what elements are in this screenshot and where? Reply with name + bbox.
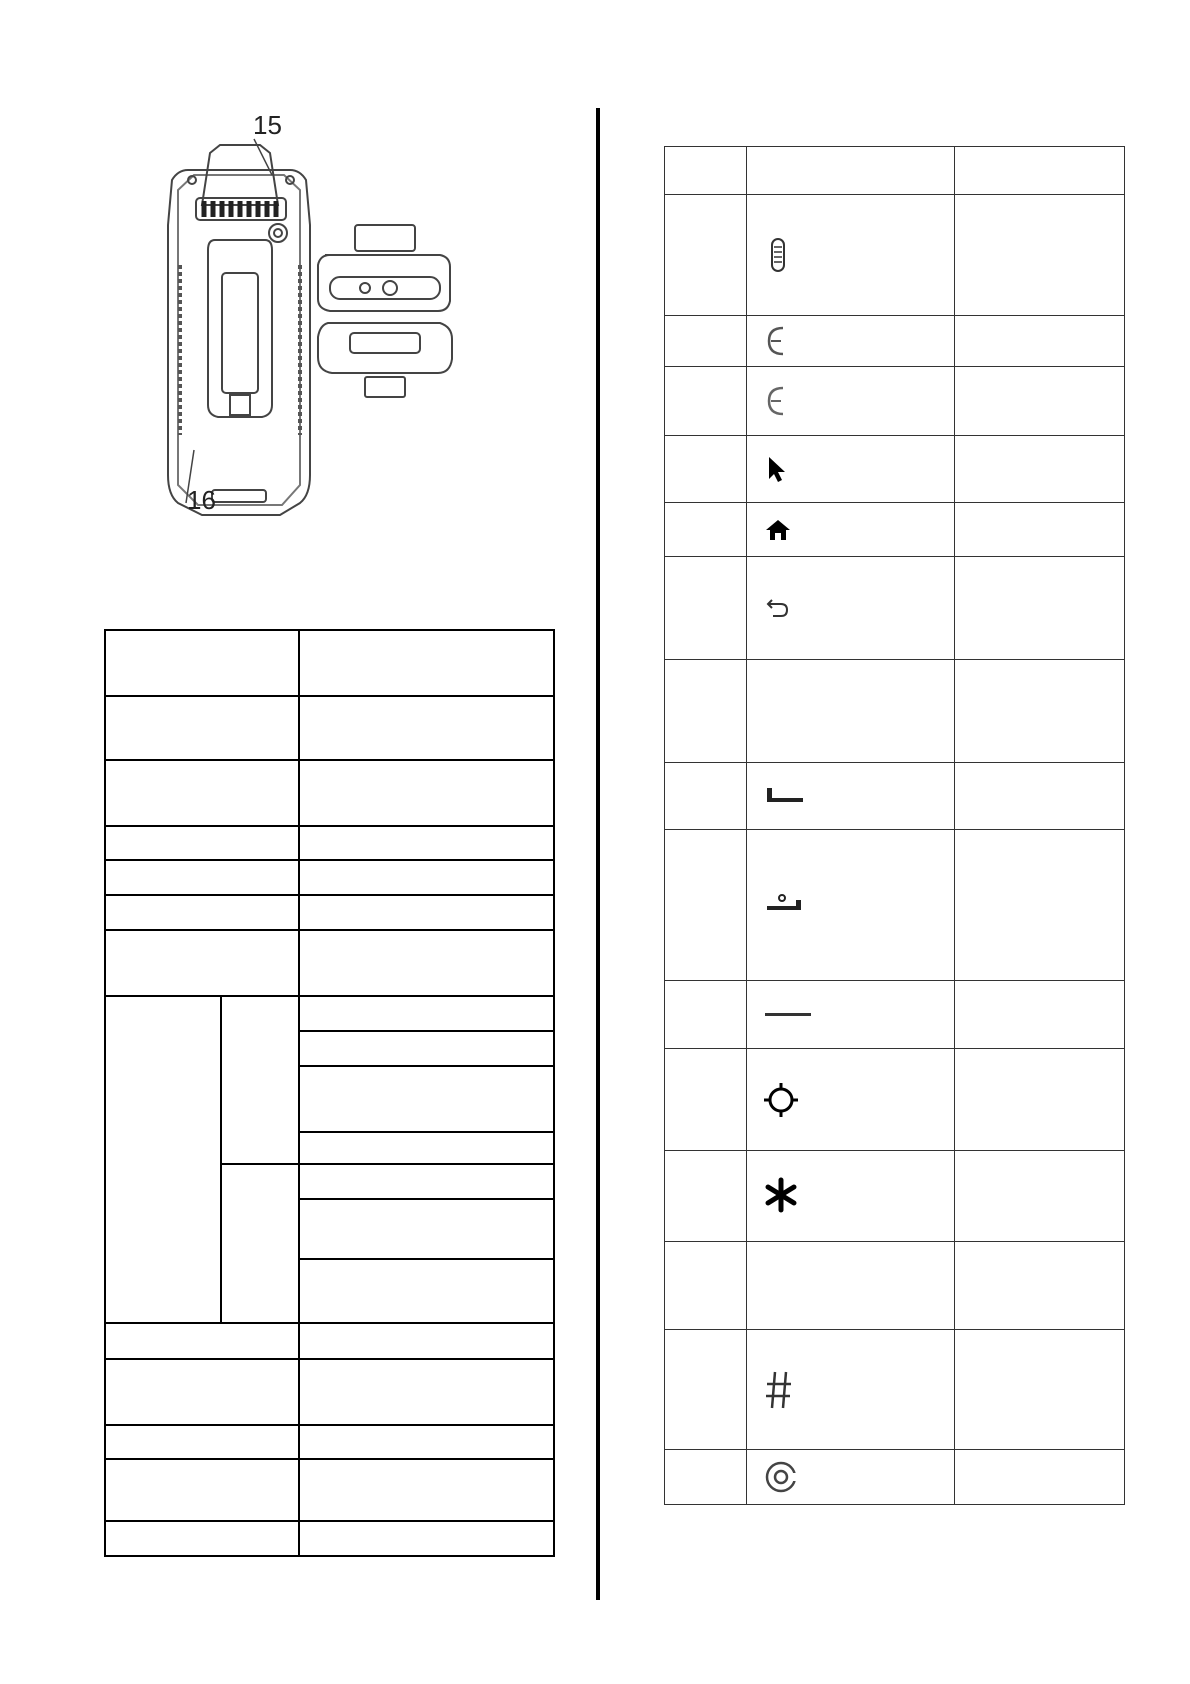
slider-grip-icon bbox=[763, 235, 793, 275]
table-cell bbox=[665, 763, 747, 830]
table-cell bbox=[665, 1242, 747, 1330]
table-cell bbox=[299, 930, 554, 996]
table-row bbox=[665, 147, 1125, 195]
table-cell bbox=[955, 557, 1125, 660]
table-row bbox=[665, 557, 1125, 660]
table-cell bbox=[665, 367, 747, 436]
table-row bbox=[665, 763, 1125, 830]
table-row bbox=[665, 503, 1125, 557]
table-cell bbox=[747, 660, 955, 763]
table-row bbox=[105, 930, 554, 996]
table-cell bbox=[665, 1049, 747, 1151]
table-cell bbox=[105, 860, 299, 895]
table-cell bbox=[955, 316, 1125, 367]
column-divider bbox=[596, 108, 600, 1600]
side-key-icon bbox=[763, 325, 793, 357]
table-cell bbox=[747, 1450, 955, 1505]
device-figure bbox=[150, 105, 530, 525]
table-row bbox=[665, 1242, 1125, 1330]
table-cell bbox=[955, 367, 1125, 436]
table-cell bbox=[955, 763, 1125, 830]
table-cell bbox=[955, 436, 1125, 503]
table-cell bbox=[665, 557, 747, 660]
table-row bbox=[665, 1049, 1125, 1151]
table-row bbox=[105, 1425, 554, 1459]
table-row bbox=[105, 1359, 554, 1425]
table-cell bbox=[299, 1323, 554, 1359]
table-row bbox=[665, 981, 1125, 1049]
table-cell bbox=[105, 630, 299, 696]
table-cell bbox=[955, 195, 1125, 316]
table-row bbox=[105, 1459, 554, 1521]
table-cell bbox=[665, 1450, 747, 1505]
table-row bbox=[105, 760, 554, 826]
table-cell bbox=[955, 1049, 1125, 1151]
table-row bbox=[105, 696, 554, 760]
table-cell bbox=[221, 1164, 299, 1323]
table-cell bbox=[105, 1459, 299, 1521]
table-row bbox=[105, 996, 554, 1031]
table-cell bbox=[299, 696, 554, 760]
device-back-drawing bbox=[150, 105, 530, 525]
table-cell bbox=[105, 1323, 299, 1359]
callout-16: 16 bbox=[187, 485, 216, 515]
table-cell bbox=[747, 1151, 955, 1242]
minus-key-icon bbox=[763, 1008, 813, 1022]
table-cell bbox=[105, 1521, 299, 1556]
table-cell bbox=[299, 826, 554, 860]
table-cell bbox=[105, 760, 299, 826]
back-icon bbox=[763, 595, 793, 621]
table-row bbox=[105, 895, 554, 930]
table-cell bbox=[299, 1199, 554, 1259]
table-cell bbox=[955, 660, 1125, 763]
table-row bbox=[105, 1521, 554, 1556]
table-row bbox=[105, 826, 554, 860]
callout-15: 15 bbox=[253, 110, 282, 140]
table-cell bbox=[747, 1049, 955, 1151]
key-table bbox=[664, 146, 1125, 1505]
table-cell bbox=[299, 1031, 554, 1066]
table-cell bbox=[105, 930, 299, 996]
table-cell bbox=[955, 1151, 1125, 1242]
table-row bbox=[665, 1450, 1125, 1505]
table-cell bbox=[665, 830, 747, 981]
table-cell bbox=[747, 1242, 955, 1330]
table-cell bbox=[665, 660, 747, 763]
table-cell bbox=[747, 316, 955, 367]
table-cell bbox=[299, 1066, 554, 1132]
table-cell bbox=[955, 1450, 1125, 1505]
table-cell bbox=[747, 436, 955, 503]
table-cell bbox=[299, 895, 554, 930]
pointer-arrow-icon bbox=[763, 453, 793, 485]
table-cell bbox=[299, 1164, 554, 1199]
home-icon bbox=[763, 516, 793, 544]
table-cell bbox=[747, 147, 955, 195]
table-cell bbox=[299, 1132, 554, 1164]
table-cell bbox=[105, 696, 299, 760]
table-cell bbox=[665, 1330, 747, 1450]
asterisk-key-icon bbox=[763, 1176, 803, 1216]
table-row bbox=[665, 830, 1125, 981]
table-cell bbox=[665, 503, 747, 557]
table-row bbox=[105, 630, 554, 696]
table-cell bbox=[299, 1459, 554, 1521]
table-cell bbox=[747, 195, 955, 316]
table-cell bbox=[105, 996, 221, 1323]
table-row bbox=[105, 860, 554, 895]
ptt-ring-icon bbox=[763, 1459, 799, 1495]
table-cell bbox=[665, 195, 747, 316]
table-cell bbox=[105, 826, 299, 860]
table-cell bbox=[747, 981, 955, 1049]
table-row bbox=[105, 1323, 554, 1359]
table-cell bbox=[955, 981, 1125, 1049]
table-row bbox=[665, 436, 1125, 503]
table-cell bbox=[747, 763, 955, 830]
table-cell bbox=[299, 1359, 554, 1425]
table-row bbox=[665, 1330, 1125, 1450]
table-cell bbox=[299, 1425, 554, 1459]
table-cell bbox=[747, 1330, 955, 1450]
table-cell bbox=[299, 1259, 554, 1323]
table-cell bbox=[299, 860, 554, 895]
table-cell bbox=[665, 436, 747, 503]
table-row bbox=[665, 316, 1125, 367]
table-cell bbox=[747, 503, 955, 557]
table-cell bbox=[299, 630, 554, 696]
table-cell bbox=[955, 503, 1125, 557]
call-key-icon bbox=[763, 784, 807, 808]
table-cell bbox=[105, 1425, 299, 1459]
table-row bbox=[665, 195, 1125, 316]
table-row bbox=[665, 660, 1125, 763]
navigation-key-icon bbox=[763, 1080, 803, 1120]
table-cell bbox=[221, 996, 299, 1164]
side-key-icon bbox=[763, 385, 793, 417]
table-cell bbox=[955, 1242, 1125, 1330]
table-cell bbox=[105, 895, 299, 930]
table-cell bbox=[665, 981, 747, 1049]
hash-key-icon bbox=[763, 1368, 797, 1412]
table-row bbox=[665, 1151, 1125, 1242]
table-cell bbox=[299, 760, 554, 826]
table-cell bbox=[299, 996, 554, 1031]
table-cell bbox=[955, 147, 1125, 195]
table-cell bbox=[105, 1359, 299, 1425]
table-cell bbox=[665, 1151, 747, 1242]
table-cell bbox=[299, 1521, 554, 1556]
table-cell bbox=[747, 367, 955, 436]
table-cell bbox=[665, 147, 747, 195]
end-call-key-icon bbox=[763, 892, 807, 918]
table-cell bbox=[665, 316, 747, 367]
table-row bbox=[665, 367, 1125, 436]
table-cell bbox=[955, 1330, 1125, 1450]
table-cell bbox=[747, 830, 955, 981]
table-cell bbox=[955, 830, 1125, 981]
table-cell bbox=[747, 557, 955, 660]
spec-table bbox=[104, 629, 555, 1557]
